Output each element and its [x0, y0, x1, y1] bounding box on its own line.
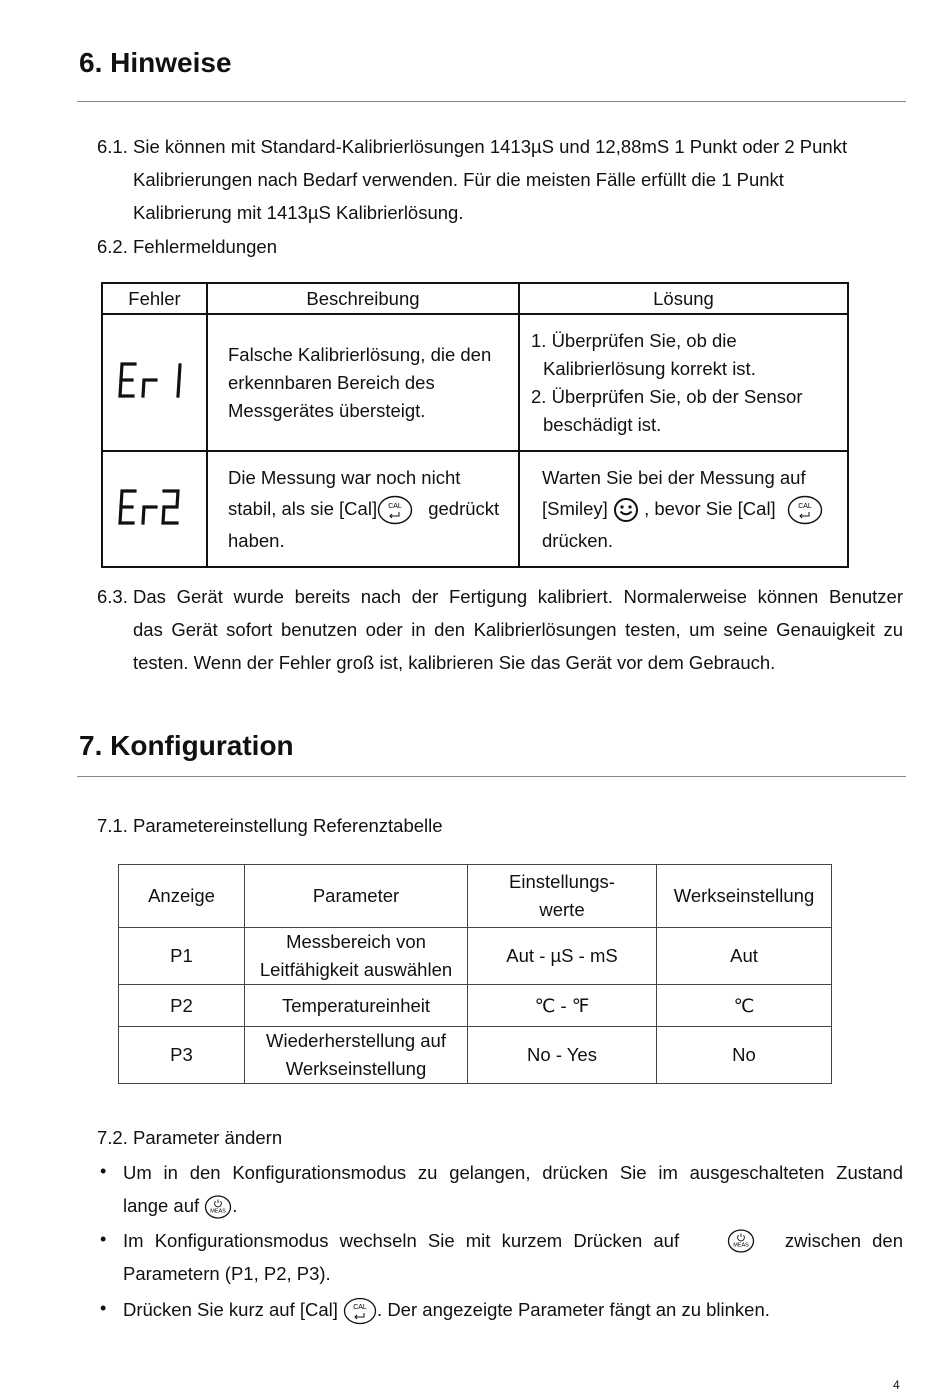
- error-code-er1: [102, 314, 207, 451]
- error-solution-er1-line4: beschädigt ist.: [543, 413, 662, 435]
- paragraph-7-1: Parametereinstellung Referenztabelle: [133, 815, 443, 836]
- error-desc-er1-line2: erkennbaren Bereich des: [228, 371, 435, 393]
- param-name: Temperatureinheit: [245, 985, 468, 1027]
- error-solution-er1: [519, 314, 848, 451]
- bullet-item-1-line2b: .: [232, 1195, 238, 1216]
- paragraph-7-2: Parameter ändern: [133, 1127, 283, 1148]
- param-table-header-werkseinstellung: Werkseinstellung: [657, 865, 832, 928]
- param-default: ℃: [657, 985, 832, 1027]
- error-table: [101, 282, 849, 568]
- bullet-dot: •: [100, 1229, 107, 1249]
- param-anzeige: P3: [119, 1027, 245, 1084]
- error-table-header-fehler: Fehler: [102, 283, 207, 314]
- paragraph-6-3-line2: das Gerät sofort benutzen oder in den Kalibrierlösungen testen, um seine Genauigkeit zu: [133, 619, 903, 640]
- error-desc-er2: [207, 451, 519, 567]
- bullet-item-2-line1a: Im Konfigurationsmodus wechseln Sie mit kurzem Drücken auf: [123, 1230, 680, 1251]
- table-row: [119, 928, 832, 985]
- error-desc-er2-line1: Die Messung war noch nicht: [228, 466, 461, 488]
- section-title-konfiguration: 7. Konfiguration: [79, 730, 294, 761]
- bullet-item-2-line1b: zwischen den: [784, 1230, 903, 1251]
- error-desc-er2-line2a: stabil, als sie [Cal]: [228, 497, 378, 519]
- error-table-header-loesung: Lösung: [519, 283, 848, 314]
- bullet-item-3-b: . Der angezeigte Parameter fängt an zu blinken.: [377, 1299, 770, 1320]
- bullet-item-2-line1: [123, 1224, 903, 1257]
- item-number-6-2: 6.2.: [97, 236, 128, 257]
- lcd-er2-icon: [118, 487, 192, 527]
- param-table-header-anzeige: Anzeige: [119, 865, 245, 928]
- error-desc-er2-line2: [228, 493, 518, 525]
- error-table-header-beschreibung: Beschreibung: [207, 283, 519, 314]
- paragraph-6-3: [133, 580, 903, 679]
- cal-button-icon: [787, 495, 823, 525]
- error-solution-er2-line3: drücken.: [542, 530, 613, 552]
- param-anzeige: P1: [119, 928, 245, 985]
- parameter-table: [118, 864, 832, 1084]
- param-values: Aut - µS - mS: [468, 928, 657, 985]
- param-values: No - Yes: [468, 1027, 657, 1084]
- divider: [77, 101, 906, 102]
- bullet-item-3: [123, 1293, 770, 1326]
- meas-button-icon: [727, 1228, 755, 1254]
- param-name: Wiederherstellung auf Werkseinstellung: [245, 1027, 468, 1084]
- cal-icon-label: CAL: [388, 503, 402, 511]
- error-solution-er2-line1: Warten Sie bei der Messung auf: [542, 466, 806, 488]
- bullet-item-1-line2: [123, 1189, 903, 1222]
- item-number-7-1: 7.1.: [97, 815, 128, 836]
- bullet-dot: •: [100, 1161, 107, 1181]
- item-number-6-1: 6.1.: [97, 136, 128, 157]
- error-solution-er2: [519, 451, 848, 567]
- paragraph-6-2: Fehlermeldungen: [133, 236, 277, 257]
- error-desc-er1: [207, 314, 519, 451]
- item-number-7-2: 7.2.: [97, 1127, 128, 1148]
- error-solution-er2-line2a: [Smiley]: [542, 497, 608, 519]
- bullet-item-2-line2: Parametern (P1, P2, P3).: [123, 1263, 331, 1284]
- error-solution-er2-line2: [542, 493, 847, 525]
- table-row: [119, 985, 832, 1027]
- bullet-item-2: [123, 1224, 903, 1290]
- page-number: 4: [893, 1378, 900, 1392]
- section-title-hinweise: 6. Hinweise: [79, 47, 232, 78]
- param-default: Aut: [657, 928, 832, 985]
- cal-button-icon: [343, 1297, 377, 1325]
- paragraph-6-3-line1: Das Gerät wurde bereits nach der Fertigung kalibriert. Normalerweise können Benutzer: [133, 586, 903, 607]
- lcd-er1-icon: [118, 360, 192, 400]
- param-name: Messbereich von Leitfähigkeit auswählen: [245, 928, 468, 985]
- cal-icon-label: CAL: [798, 503, 812, 511]
- param-table-header-einstellungswerte: Einstellungs- werte: [468, 865, 657, 928]
- error-solution-er1-line2: Kalibrierlösung korrekt ist.: [543, 357, 756, 379]
- paragraph-6-1-line2: Kalibrierungen nach Bedarf verwenden. Für die meisten Fälle erfüllt die 1 Punkt: [133, 169, 784, 190]
- error-desc-er2-line2b: gedrückt: [428, 497, 500, 519]
- bullet-dot: •: [100, 1298, 107, 1318]
- error-desc-er1-line1: Falsche Kalibrierlösung, die den: [228, 343, 492, 365]
- error-code-er2: [102, 451, 207, 567]
- meas-icon-label: MEAS: [733, 1242, 749, 1248]
- bullet-item-1-line1: Um in den Konfigurationsmodus zu gelangen, drücken Sie im ausgeschalteten Zustand: [123, 1162, 903, 1183]
- meas-button-icon: [204, 1194, 232, 1220]
- error-solution-er1-line1: 1. Überprüfen Sie, ob die: [531, 329, 737, 351]
- paragraph-6-3-line3: testen. Wenn der Fehler groß ist, kalibrieren Sie das Gerät vor dem Gebrauch.: [133, 652, 776, 673]
- paragraph-6-1: [133, 130, 903, 229]
- divider: [77, 776, 906, 777]
- bullet-item-1: [123, 1156, 903, 1222]
- bullet-item-3-a: Drücken Sie kurz auf [Cal]: [123, 1299, 338, 1320]
- cal-icon-label: CAL: [353, 1304, 367, 1312]
- bullet-item-1-line2a: lange auf: [123, 1195, 200, 1216]
- error-solution-er2-line2b: , bevor Sie [Cal]: [644, 497, 776, 519]
- param-table-header-parameter: Parameter: [245, 865, 468, 928]
- param-default: No: [657, 1027, 832, 1084]
- error-desc-er1-line3: Messgerätes übersteigt.: [228, 399, 426, 421]
- smiley-icon: [613, 497, 639, 523]
- param-anzeige: P2: [119, 985, 245, 1027]
- error-desc-er2-line3: haben.: [228, 530, 285, 552]
- paragraph-6-1-line1: Sie können mit Standard-Kalibrierlösungen 1413µS und 12,88mS 1 Punkt oder 2 Punkt: [133, 136, 848, 157]
- paragraph-6-1-line3: Kalibrierung mit 1413µS Kalibrierlösung.: [133, 202, 464, 223]
- error-solution-er1-line3: 2. Überprüfen Sie, ob der Sensor: [531, 385, 803, 407]
- meas-icon-label: MEAS: [210, 1208, 227, 1215]
- table-row: [119, 1027, 832, 1084]
- param-values: ℃ - ℉: [468, 985, 657, 1027]
- item-number-6-3: 6.3.: [97, 586, 128, 607]
- cal-button-icon: [377, 495, 413, 525]
